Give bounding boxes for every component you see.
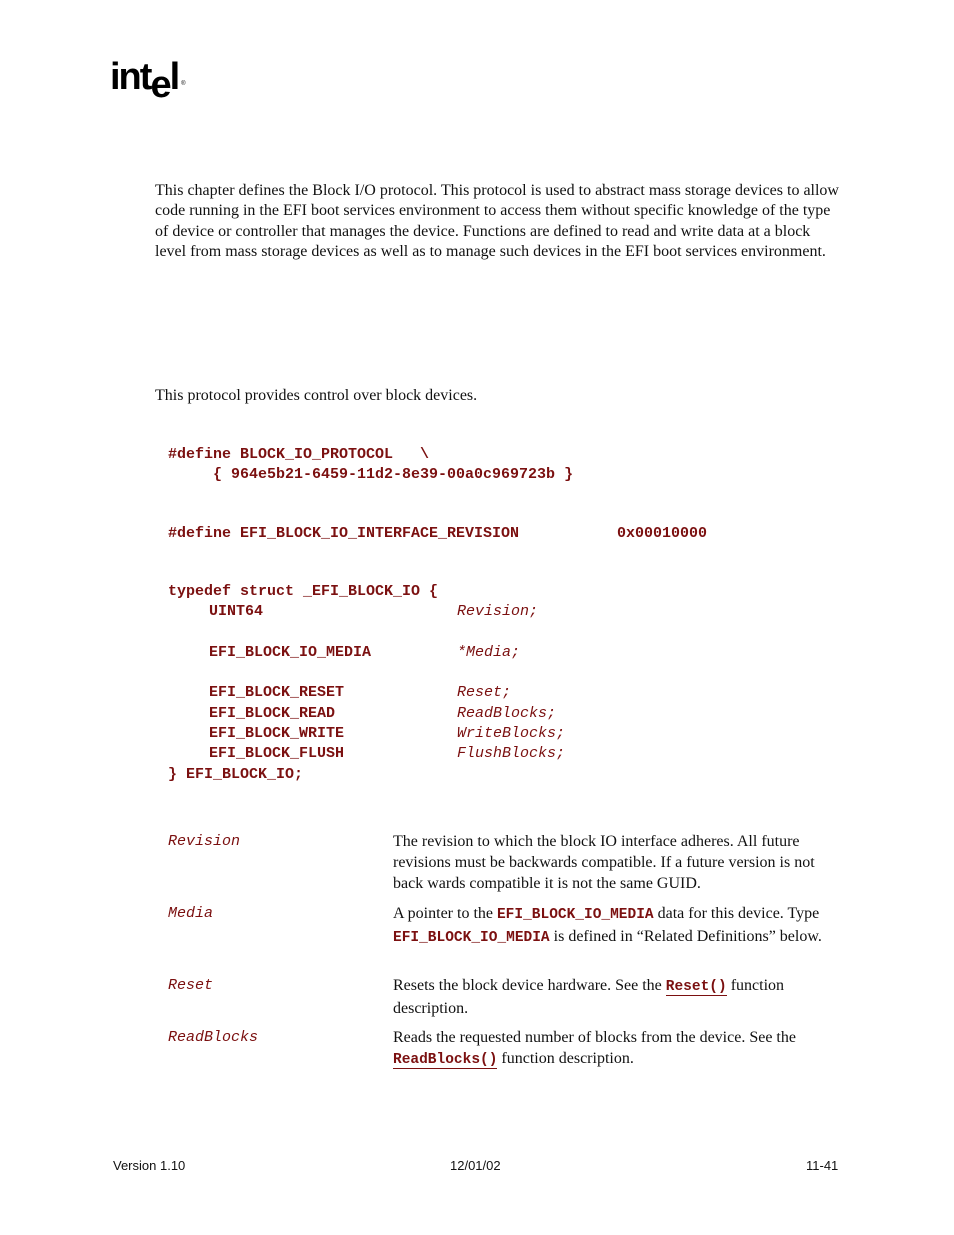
param-term-readblocks: ReadBlocks	[168, 1029, 259, 1046]
footer-date: 12/01/02	[450, 1158, 501, 1173]
guid-define-line-2: { 964e5b21-6459-11d2-8e39-00a0c969723b }	[168, 466, 574, 483]
member-name-revision: Revision;	[457, 603, 539, 620]
param-term-revision: Revision	[168, 833, 241, 850]
footer-version: Version 1.10	[113, 1158, 186, 1173]
readblocks-function-link[interactable]: ReadBlocks()	[393, 1052, 498, 1068]
guid-define-line-1: #define BLOCK_IO_PROTOCOL \	[168, 446, 430, 463]
param-desc-reset: Resets the block device hardware. See the Reset() function description.	[393, 977, 785, 1017]
member-name-reset: Reset;	[457, 684, 512, 701]
member-type-revision: UINT64	[209, 603, 264, 620]
member-name-media: *Media;	[457, 644, 521, 661]
member-name-write: WriteBlocks;	[457, 725, 566, 742]
media-type-ref-2: EFI_BLOCK_IO_MEDIA	[393, 930, 550, 946]
revision-define-value: 0x00010000	[617, 525, 708, 542]
struct-close: } EFI_BLOCK_IO;	[168, 766, 304, 783]
param-desc-readblocks: Reads the requested number of blocks from the device. See the ReadBlocks() function description.	[393, 1029, 796, 1068]
footer-page-number: 11-41	[806, 1158, 839, 1173]
member-type-read: EFI_BLOCK_READ	[209, 705, 336, 722]
revision-define-name: #define EFI_BLOCK_IO_INTERFACE_REVISION	[168, 525, 520, 542]
media-type-ref: EFI_BLOCK_IO_MEDIA	[496, 907, 654, 923]
param-term-reset: Reset	[168, 977, 214, 994]
member-name-read: ReadBlocks;	[457, 705, 557, 722]
param-desc-media: A pointer to the EFI_BLOCK_IO_MEDIA data for this device. Type EFI_BLOCK_IO_MEDIA is defined in “Related Definitions” below.	[393, 905, 822, 946]
param-term-media: Media	[168, 905, 214, 922]
struct-open: typedef struct _EFI_BLOCK_IO {	[168, 583, 439, 600]
member-type-reset: EFI_BLOCK_RESET	[209, 684, 345, 701]
member-type-media: EFI_BLOCK_IO_MEDIA	[209, 644, 372, 661]
intro-paragraph: This chapter defines the Block I/O protocol. This protocol is used to abstract mass storage devices to allow code running in the EFI boot services environment to access them without specific knowledge of the type of device or controller that manages the device. Functions are defined to read and write data at a block level from mass storage devices as well as to manage such devices in the EFI boot services environment.	[155, 182, 839, 260]
intel-logo: intel ®	[110, 56, 186, 106]
member-type-write: EFI_BLOCK_WRITE	[209, 725, 345, 742]
reset-function-link[interactable]: Reset()	[665, 979, 727, 995]
summary-paragraph: This protocol provides control over block devices.	[155, 387, 478, 404]
param-desc-revision: The revision to which the block IO interface adheres. All future revisions must be backwards compatible. If a future version is not back wards compatible it is not the same GUID.	[393, 833, 815, 892]
member-type-flush: EFI_BLOCK_FLUSH	[209, 745, 345, 762]
member-name-flush: FlushBlocks;	[457, 745, 566, 762]
